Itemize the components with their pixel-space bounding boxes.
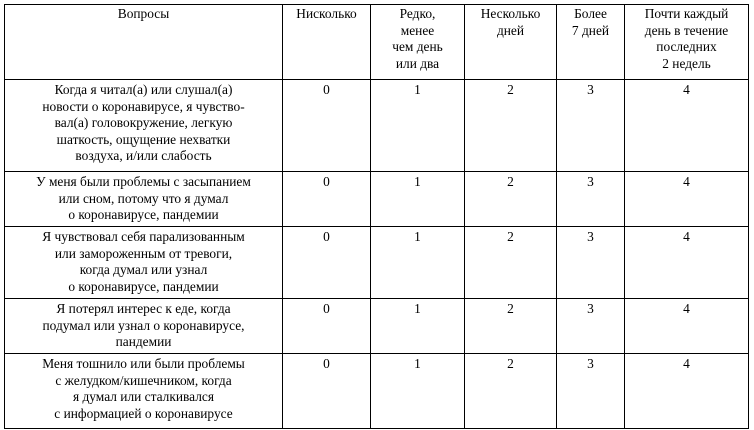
header-several-days: Несколько дней xyxy=(465,5,557,80)
question-text: У меня были проблемы с засыпанием или сном, потому что я думал о коронавирусе, пандемии xyxy=(5,172,283,227)
header-more-than-7-days: Более 7 дней xyxy=(557,5,625,80)
score-not-at-all: 0 xyxy=(283,172,371,227)
score-several-days: 2 xyxy=(465,80,557,172)
score-nearly-every-day: 4 xyxy=(625,227,749,299)
score-more-than-7-days: 3 xyxy=(557,299,625,354)
score-more-than-7-days: 3 xyxy=(557,354,625,429)
header-nearly-every-day: Почти каждый день в течение последних 2 недель xyxy=(625,5,749,80)
score-rarely: 1 xyxy=(371,227,465,299)
score-nearly-every-day: 4 xyxy=(625,80,749,172)
header-row xyxy=(5,5,749,80)
question-text: Я потерял интерес к еде, когда подумал или узнал о коронавирусе, пандемии xyxy=(5,299,283,354)
score-more-than-7-days: 3 xyxy=(557,80,625,172)
score-more-than-7-days: 3 xyxy=(557,227,625,299)
score-several-days: 2 xyxy=(465,299,557,354)
header-rarely: Редко, менее чем день или два xyxy=(371,5,465,80)
score-several-days: 2 xyxy=(465,354,557,429)
question-text: Меня тошнило или были проблемы с желудком/кишечником, когда я думал или сталкивался с информацией о коронавирусе xyxy=(5,354,283,429)
question-row xyxy=(5,80,749,172)
header-questions: Вопросы xyxy=(5,5,283,80)
score-rarely: 1 xyxy=(371,354,465,429)
score-several-days: 2 xyxy=(465,172,557,227)
score-nearly-every-day: 4 xyxy=(625,354,749,429)
score-several-days: 2 xyxy=(465,227,557,299)
score-nearly-every-day: 4 xyxy=(625,299,749,354)
score-not-at-all: 0 xyxy=(283,354,371,429)
header-not-at-all: Нисколько xyxy=(283,5,371,80)
question-row xyxy=(5,354,749,429)
survey-table xyxy=(4,4,749,429)
score-not-at-all: 0 xyxy=(283,299,371,354)
question-row xyxy=(5,172,749,227)
question-text: Я чувствовал себя парализованным или замороженным от тревоги, когда думал или узнал о коронавирусе, пандемии xyxy=(5,227,283,299)
score-not-at-all: 0 xyxy=(283,80,371,172)
score-not-at-all: 0 xyxy=(283,227,371,299)
score-rarely: 1 xyxy=(371,299,465,354)
question-text: Когда я читал(а) или слушал(а) новости о коронавирусе, я чувство- вал(а) головокружение, легкую шаткость, ощущение нехватки воздуха, и/или слабость xyxy=(5,80,283,172)
score-rarely: 1 xyxy=(371,80,465,172)
score-more-than-7-days: 3 xyxy=(557,172,625,227)
question-row xyxy=(5,227,749,299)
score-nearly-every-day: 4 xyxy=(625,172,749,227)
question-row xyxy=(5,299,749,354)
score-rarely: 1 xyxy=(371,172,465,227)
